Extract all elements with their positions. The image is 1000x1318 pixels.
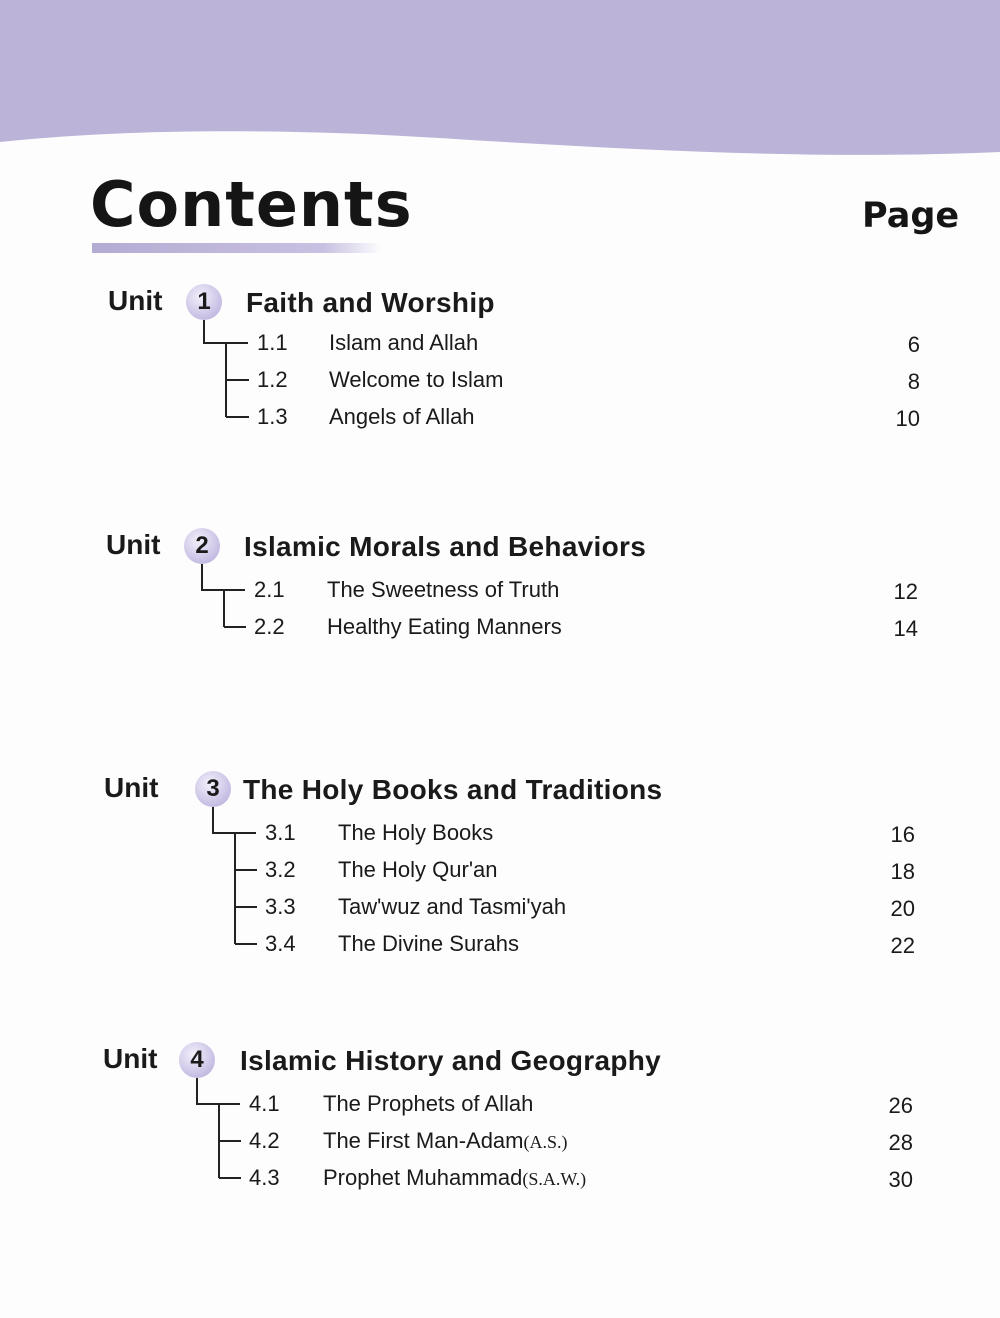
- honorific-suffix: (S.A.W.): [522, 1169, 587, 1189]
- unit-number-badge: 4: [179, 1042, 215, 1078]
- unit-label: Unit: [103, 1043, 158, 1074]
- page-number: 14: [893, 616, 918, 641]
- unit-title: The Holy Books and Traditions: [243, 774, 663, 805]
- unit-title: Islamic History and Geography: [240, 1045, 662, 1076]
- unit-label: Unit: [108, 285, 163, 316]
- lesson-number: 3.2: [265, 857, 296, 882]
- header-wave: [0, 0, 1000, 170]
- lesson-title-text: Prophet Muhammad: [323, 1165, 523, 1190]
- tree-line: [235, 869, 257, 871]
- lesson-number: 3.4: [265, 931, 296, 956]
- tree-line: [203, 320, 205, 343]
- title-underline: [92, 243, 382, 253]
- unit-label: Unit: [106, 529, 161, 560]
- tree-line: [223, 590, 225, 627]
- lesson-title: [327, 614, 562, 640]
- tree-line: [235, 906, 257, 908]
- page-number: 30: [888, 1167, 913, 1192]
- lesson-title-text: The Prophets of Allah: [323, 1091, 534, 1116]
- lesson-title-text: The Holy Qur'an: [338, 857, 498, 882]
- page-number: 28: [888, 1130, 913, 1155]
- lesson-number: 4.2: [249, 1128, 280, 1153]
- lesson-title-text: The Holy Books: [338, 820, 494, 845]
- page-title: Contents: [90, 168, 413, 241]
- lesson-number: 3.3: [265, 894, 296, 919]
- lesson-title: [323, 1091, 533, 1117]
- lesson-number: 3.1: [265, 820, 296, 845]
- tree-line: [196, 1078, 198, 1104]
- page-number: 18: [890, 859, 915, 884]
- lesson-title: [323, 1165, 586, 1191]
- unit-number-badge: 2: [184, 528, 220, 564]
- lesson-number: 4.1: [249, 1091, 280, 1116]
- page-number: 12: [893, 579, 918, 604]
- page-number: 10: [895, 406, 920, 431]
- unit-title: Islamic Morals and Behaviors: [244, 531, 647, 562]
- lesson-number: 1.3: [257, 404, 288, 429]
- lesson-title-text: Taw'wuz and Tasmi'yah: [338, 894, 567, 919]
- lesson-number: 2.2: [254, 614, 285, 639]
- unit-title: Faith and Worship: [246, 287, 495, 318]
- unit-number-badge: 1: [186, 284, 222, 320]
- tree-line: [234, 833, 236, 944]
- lesson-title-text: Islam and Allah: [329, 330, 479, 355]
- page-number: 6: [907, 332, 920, 357]
- lesson-number: 4.3: [249, 1165, 280, 1190]
- tree-line: [224, 626, 246, 628]
- lesson-title: [329, 330, 478, 356]
- lesson-number: 1.2: [257, 367, 288, 392]
- page-number: 22: [890, 933, 915, 958]
- page-number: 26: [888, 1093, 913, 1118]
- lesson-title-text: The Sweetness of Truth: [327, 577, 560, 602]
- tree-line: [219, 1177, 241, 1179]
- lesson-title-text: The Divine Surahs: [338, 931, 519, 956]
- tree-line: [235, 943, 257, 945]
- lesson-title-text: Healthy Eating Manners: [327, 614, 562, 639]
- tree-line: [212, 807, 214, 833]
- lesson-number: 1.1: [257, 330, 288, 355]
- lesson-title: [329, 367, 503, 393]
- lesson-title: [338, 820, 493, 846]
- tree-line: [226, 379, 249, 381]
- tree-line: [219, 1140, 241, 1142]
- page-number: 20: [890, 896, 915, 921]
- lesson-title-text: Angels of Allah: [329, 404, 475, 429]
- lesson-title: [338, 894, 566, 920]
- lesson-title: [338, 931, 519, 957]
- tree-line: [226, 416, 249, 418]
- lesson-title: [329, 404, 475, 430]
- tree-line: [201, 564, 203, 590]
- page-number: 16: [890, 822, 915, 847]
- lesson-title: [323, 1128, 568, 1154]
- lesson-title: [327, 577, 559, 603]
- lesson-title: [338, 857, 498, 883]
- honorific-suffix: (A.S.): [523, 1132, 568, 1152]
- unit-number-badge: 3: [195, 771, 231, 807]
- lesson-title-text: Welcome to Islam: [329, 367, 504, 392]
- unit-label: Unit: [104, 772, 159, 803]
- page-number: 8: [907, 369, 920, 394]
- page-column-label: Page: [862, 196, 960, 236]
- lesson-title-text: The First Man-Adam: [323, 1128, 524, 1153]
- lesson-number: 2.1: [254, 577, 285, 602]
